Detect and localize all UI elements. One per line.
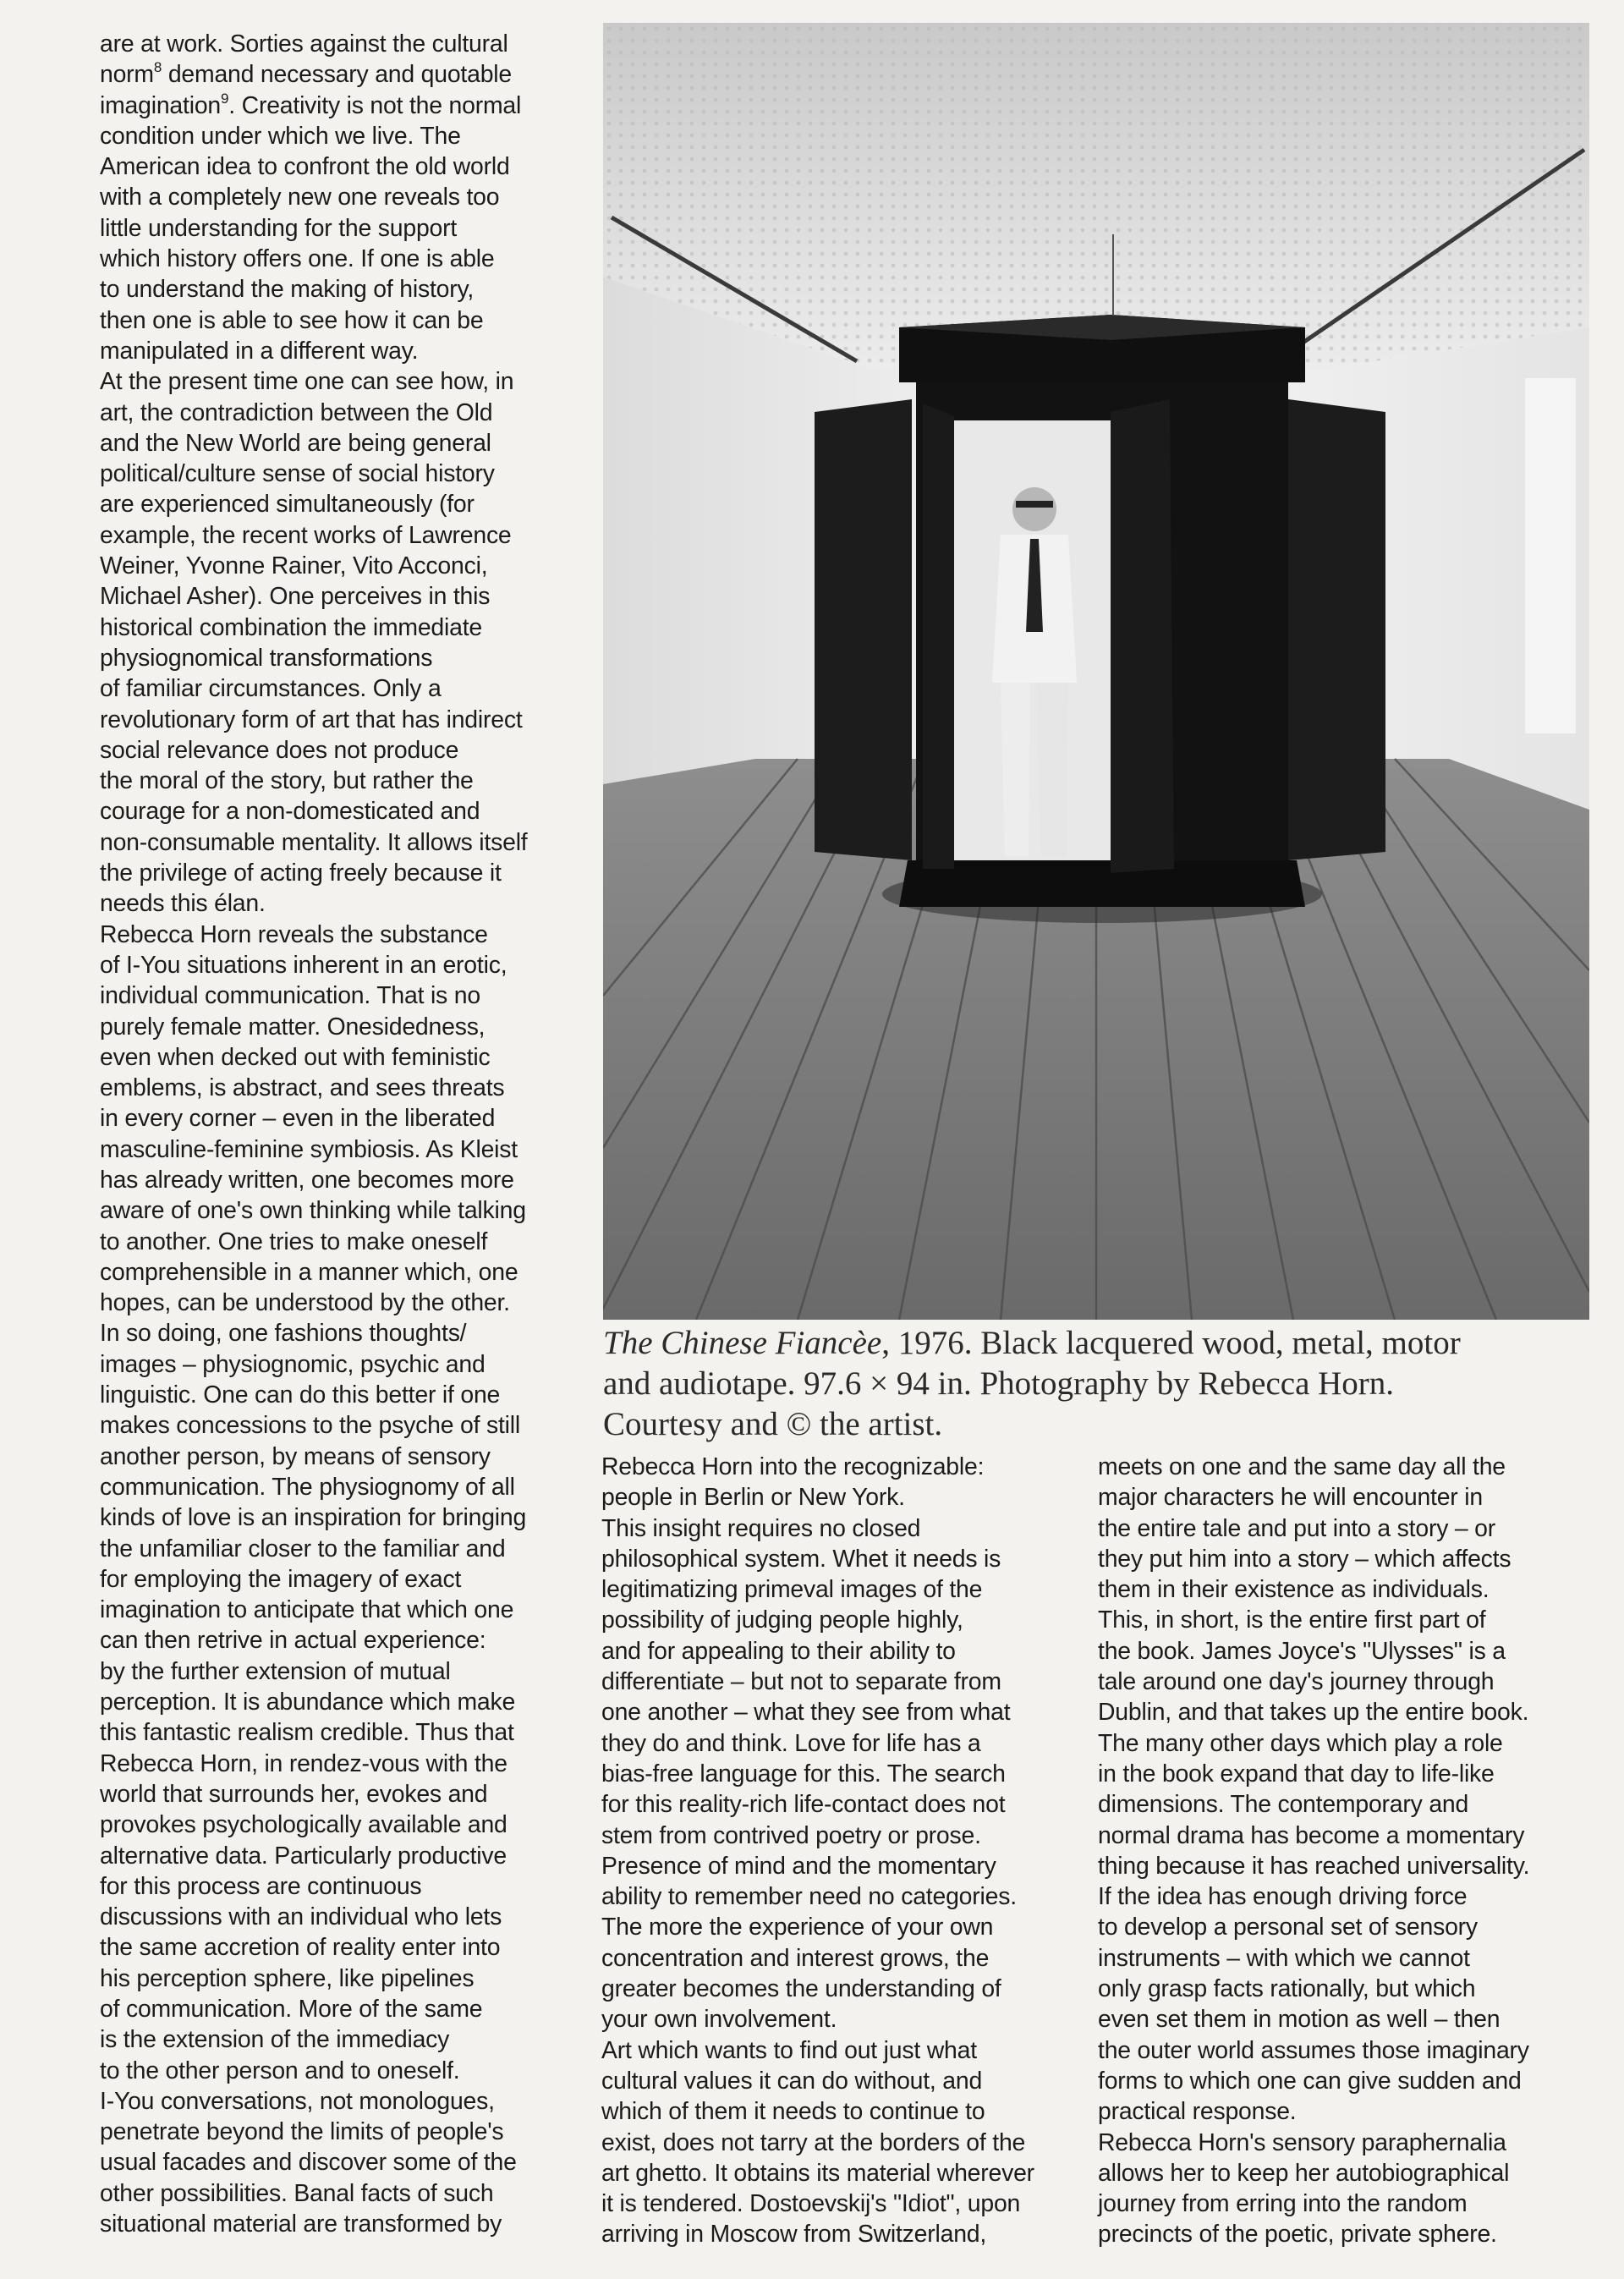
text-line: In so doing, one fashions thoughts/ [100,1320,467,1348]
text-line: Rebecca Horn into the recognizable: [601,1453,985,1480]
text-line: practical response. [1098,2098,1297,2126]
text-line: forms to which one can give sudden and [1098,2067,1522,2095]
text-line: which history offers one. If one is able [100,245,495,273]
text-line: the privilege of acting freely because it [100,859,502,887]
text-line: situational material are transformed by [100,2210,502,2238]
text-line: they put him into a story – which affects [1098,1545,1512,1573]
text-line: philosophical system. Whet it needs is [601,1545,1001,1573]
text-line: linguistic. One can do this better if one [100,1381,501,1409]
text-line: communication. The physiognomy of all [100,1473,515,1501]
text-line: the same accretion of reality enter into [100,1934,501,1962]
text-line: are at work. Sorties against the cultural [100,30,508,58]
text-line: Michael Asher). One perceives in this [100,583,491,611]
text-line: meets on one and the same day all the [1098,1453,1506,1480]
text-line: and the New World are being general [100,429,491,457]
text-line: alternative data. Particularly productive [100,1842,507,1870]
text-line: for employing the imagery of exact [100,1565,462,1593]
text-line: masculine-feminine symbiosis. As Kleist [100,1135,518,1163]
text-line: revolutionary form of art that has indirect [100,706,523,733]
text-line: his perception sphere, like pipelines [100,1964,475,1992]
text-line: ability to remember need no categories. [601,1883,1017,1911]
text-line: kinds of love is an inspiration for bringing [100,1504,527,1532]
text-line: the unfamiliar closer to the familiar and [100,1535,506,1562]
text-line: of communication. More of the same [100,1996,483,2023]
text-line: penetrate beyond the limits of people's [100,2118,504,2146]
text-line: thing because it has reached universality. [1098,1852,1530,1880]
text-line: needs this élan. [100,890,266,918]
text-line: I-You conversations, not monologues, [100,2087,495,2115]
artwork-title: The Chinese Fiancèe [603,1325,882,1361]
text-line: in the book expand that day to life-like [1098,1760,1495,1788]
text-line: only grasp facts rationally, but which [1098,1975,1476,2003]
text-line: Weiner, Yvonne Rainer, Vito Acconci, [100,552,488,580]
text-line: example, the recent works of Lawrence [100,521,512,549]
text-line: to the other person and to oneself. [100,2057,460,2084]
text-line: courage for a non-domesticated and [100,798,480,826]
text-line: art, the contradiction between the Old [100,398,493,426]
text-line: is the extension of the immediacy [100,2026,450,2054]
text-line: your own involvement. [601,2006,837,2034]
text-line: physiognomical transformations [100,644,433,672]
text-line: imagination$^9$. Creativity is not the normal [100,90,522,119]
artwork-photo [603,23,1589,1320]
text-line: exist, does not tarry at the borders of the [601,2128,1026,2156]
text-line: to another. One tries to make oneself [100,1227,488,1255]
text-line: arriving in Moscow from Switzerland, [601,2221,987,2249]
text-line: At the present time one can see how, in [100,368,514,396]
text-line: another person, by means of sensory [100,1442,491,1470]
text-line: usual facades and discover some of the [100,2149,517,2177]
text-line: concentration and interest grows, the [601,1944,990,1972]
text-line: manipulated in a different way. [100,337,419,365]
text-line: has already written, one becomes more [100,1166,514,1194]
caption-line: and audiotape. 97.6 × 94 in. Photography by Rebecca Horn. [603,1365,1395,1402]
text-line: The more the experience of your own [601,1914,994,1941]
text-line: greater becomes the understanding of [601,1975,1001,2003]
text-line: imagination to anticipate that which one [100,1596,514,1624]
text-line: differentiate – but not to separate from [601,1668,1001,1696]
text-line: Art which wants to find out just what [601,2036,977,2064]
text-line: can then retrive in actual experience: [100,1627,486,1655]
footnote-ref-8[interactable]: 8 [153,59,162,76]
footnote-ref-9[interactable]: 9 [221,90,229,107]
text-line: instruments – with which we cannot [1098,1944,1470,1972]
text-line: This insight requires no closed [601,1514,921,1542]
text-line: then one is able to see how it can be [100,306,484,334]
text-line: them in their existence as individuals. [1098,1576,1490,1604]
middle-text-column [601,1452,1092,2250]
text-line: possibility of judging people highly, [601,1606,963,1634]
text-line: allows her to keep her autobiographical [1098,2159,1510,2187]
text-line: dimensions. The contemporary and [1098,1791,1469,1819]
caption-line: Courtesy and © the artist. [603,1406,943,1442]
text-line: other possibilities. Banal facts of such [100,2179,494,2207]
text-line: even when decked out with feministic [100,1043,491,1071]
text-line: Rebecca Horn's sensory paraphernalia [1098,2128,1506,2156]
text-line: people in Berlin or New York. [601,1484,905,1512]
text-line: legitimatizing primeval images of the [601,1576,983,1604]
text-line: aware of one's own thinking while talking [100,1197,526,1225]
text-line: social relevance does not produce [100,736,459,764]
text-line: in every corner – even in the liberated [100,1105,496,1133]
text-line: by the further extension of mutual [100,1657,451,1685]
text-line: Rebecca Horn, in rendez-vous with the [100,1749,508,1777]
text-line: major characters he will encounter in [1098,1484,1483,1512]
text-line: If the idea has enough driving force [1098,1883,1468,1911]
text-line: images – physiognomic, psychic and [100,1350,486,1378]
text-line: the book. James Joyce's "Ulysses" is a [1098,1637,1506,1665]
text-line: provokes psychologically available and [100,1811,508,1839]
text-line: and for appealing to their ability to [601,1637,956,1665]
text-line: to develop a personal set of sensory [1098,1914,1478,1941]
text-line: for this reality-rich life-contact does not [601,1791,1006,1819]
text-line: of familiar circumstances. Only a [100,675,442,703]
text-line: bias-free language for this. The search [601,1760,1006,1788]
text-line: the outer world assumes those imaginary [1098,2036,1529,2064]
text-line: to understand the making of history, [100,276,475,304]
text-line: emblems, is abstract, and sees threats [100,1074,505,1102]
text-line: world that surrounds her, evokes and [100,1780,488,1808]
text-line: The many other days which play a role [1098,1729,1503,1757]
left-text-column [100,29,597,2239]
text-line: cultural values it can do without, and [601,2067,983,2095]
text-line: little understanding for the support [100,214,458,242]
text-line: Rebecca Horn reveals the substance [100,920,488,948]
text-line: historical combination the immediate [100,613,482,641]
text-line: with a completely new one reveals too [100,184,500,211]
right-text-column [1098,1452,1593,2250]
text-line: the moral of the story, but rather the [100,767,474,795]
text-line: which of them it needs to continue to [601,2098,985,2126]
text-line: hopes, can be understood by the other. [100,1289,510,1317]
text-line: condition under which we live. The [100,122,461,150]
text-line: even set them in motion as well – then [1098,2006,1501,2034]
text-line: journey from erring into the random [1098,2190,1468,2218]
text-line: comprehensible in a manner which, one [100,1258,518,1286]
text-line: perception. It is abundance which make [100,1689,516,1716]
text-line: individual communication. That is no [100,982,480,1010]
text-line: purely female matter. Onesidedness, [100,1013,486,1041]
text-line: are experienced simultaneously (for [100,491,475,519]
text-line: stem from contrived poetry or prose. [601,1821,981,1849]
text-line: norm$^8$ demand necessary and quotable [100,59,512,89]
text-line: precincts of the poetic, private sphere. [1098,2221,1497,2249]
text-line: of I-You situations inherent in an erotic, [100,951,508,979]
text-line: for this process are continuous [100,1872,422,1900]
caption-line: The Chinese Fiancèe, 1976. Black lacquered wood, metal, motor [603,1325,1461,1361]
text-line: discussions with an individual who lets [100,1903,502,1931]
text-line: American idea to confront the old world [100,153,510,181]
text-line: they do and think. Love for life has a [601,1729,981,1757]
text-line: it is tendered. Dostoevskij's "Idiot", upon [601,2190,1021,2218]
text-line: political/culture sense of social history [100,460,495,488]
text-line: This, in short, is the entire first part of [1098,1606,1486,1634]
text-line: this fantastic realism credible. Thus that [100,1719,514,1747]
figure-caption [603,1323,1601,1445]
text-line: Presence of mind and the momentary [601,1852,996,1880]
text-line: Dublin, and that takes up the entire book. [1098,1699,1529,1727]
text-line: normal drama has become a momentary [1098,1821,1525,1849]
text-line: tale around one day's journey through [1098,1668,1495,1696]
text-line: the entire tale and put into a story – or [1098,1514,1496,1542]
text-line: art ghetto. It obtains its material wherever [601,2159,1034,2187]
text-line: makes concessions to the psyche of still [100,1412,520,1440]
text-line: non-consumable mentality. It allows itself [100,828,528,856]
text-line: one another – what they see from what [601,1699,1011,1727]
